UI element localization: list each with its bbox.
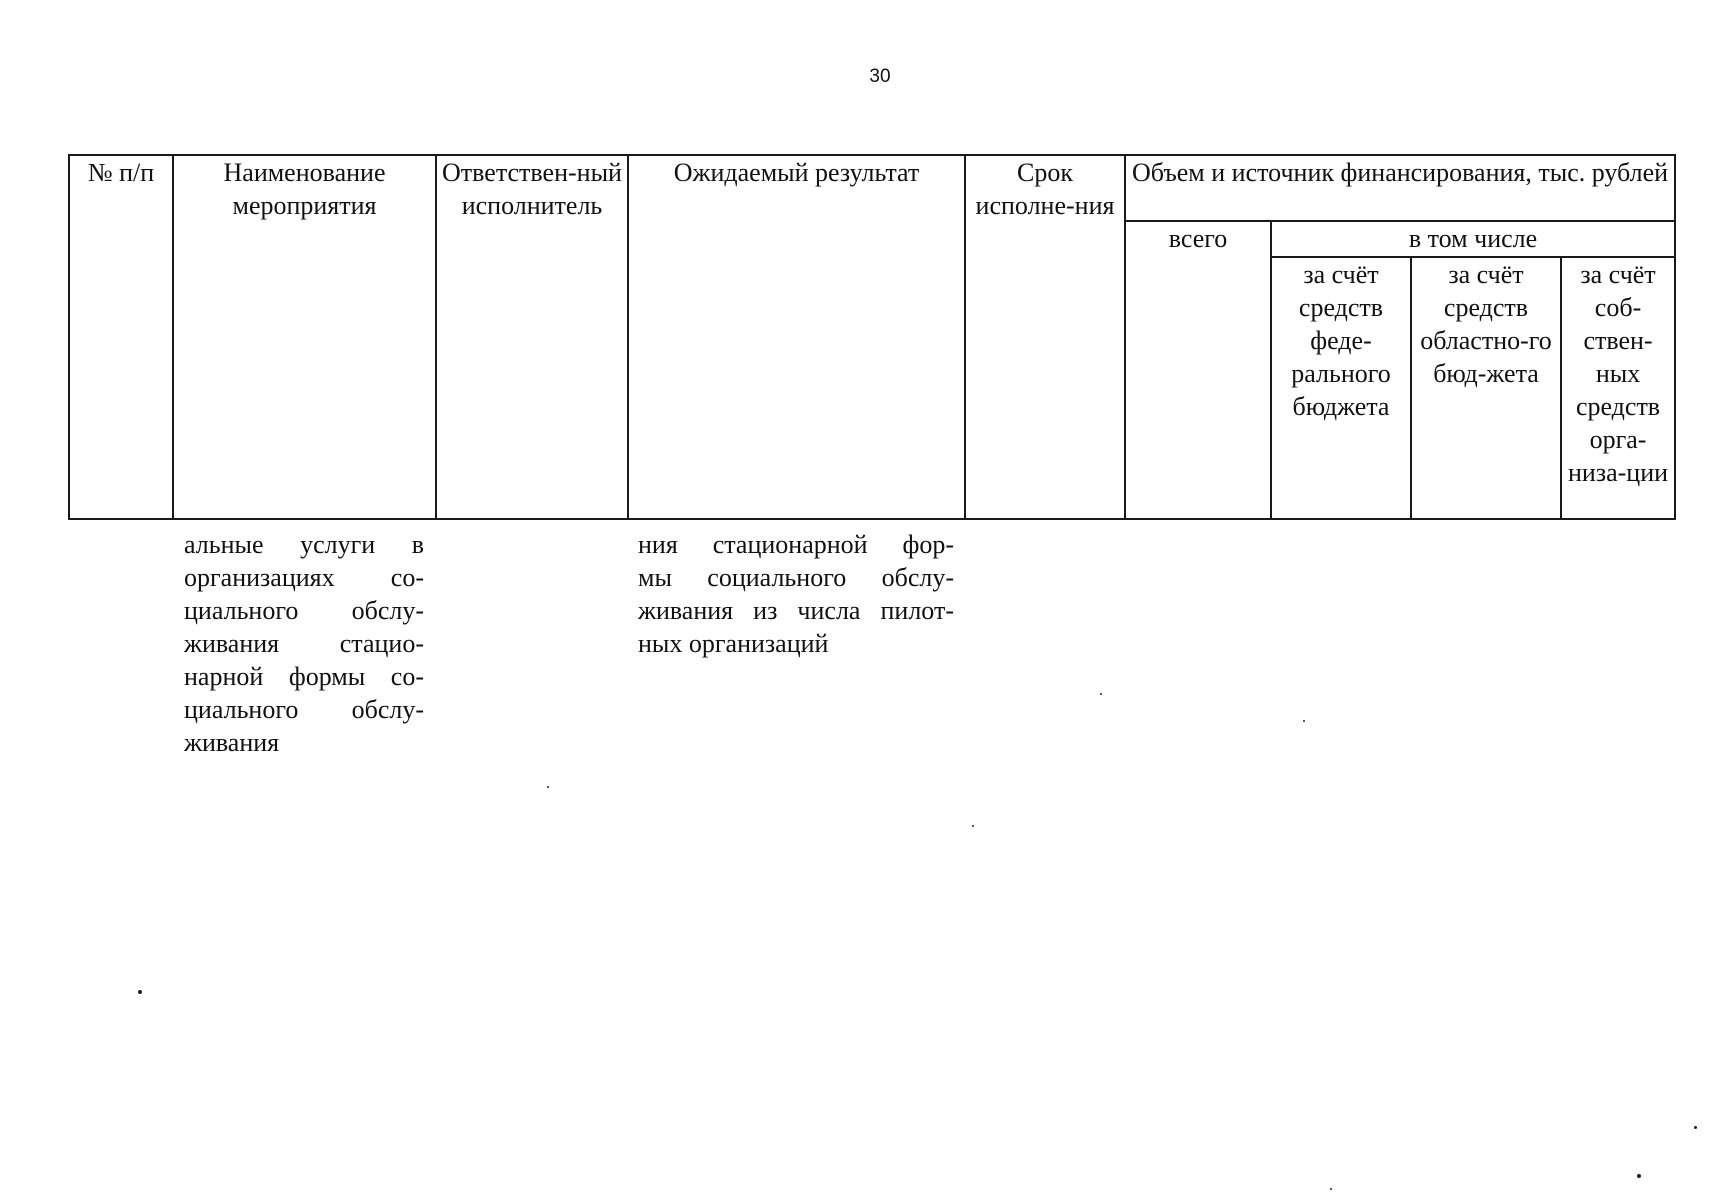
name-line: циального обслу- (184, 695, 424, 724)
header-responsible: Ответствен-ный исполнитель (436, 155, 628, 519)
header-total: всего (1125, 221, 1271, 519)
header-including: в том числе (1271, 221, 1675, 257)
header-own: за счёт соб-ствен-ных средств орга-низа-ции (1561, 257, 1675, 519)
page-number: 30 (869, 66, 891, 87)
header-num: № п/п (69, 155, 173, 519)
scan-speck (1694, 1126, 1697, 1129)
continuation-result (638, 528, 954, 660)
name-line: альные услуги в (184, 530, 424, 559)
continuation-name (184, 528, 424, 759)
scan-speck (138, 990, 142, 994)
scan-speck (1303, 720, 1305, 722)
result-line: ных организаций (638, 629, 829, 658)
name-line: живания стацио- (184, 629, 424, 658)
scan-speck (1100, 693, 1102, 695)
header-funding: Объем и источник финансирования, тыс. рублей (1125, 155, 1675, 221)
header-name: Наименование мероприятия (173, 155, 436, 519)
name-line: нарной формы со- (184, 662, 424, 691)
result-line: мы социального обслу- (638, 563, 954, 592)
name-line: живания (184, 728, 280, 757)
activities-table (68, 154, 1676, 520)
header-result: Ожидаемый результат (628, 155, 965, 519)
name-line: организациях со- (184, 563, 424, 592)
header-regional: за счёт средств областно-го бюд-жета (1411, 257, 1561, 519)
scan-speck (1330, 1188, 1332, 1190)
header-term: Срок исполне-ния (965, 155, 1125, 519)
header-federal: за счёт средств феде-рального бюджета (1271, 257, 1411, 519)
scan-speck (1637, 1174, 1641, 1178)
name-line: циального обслу- (184, 596, 424, 625)
scan-speck (547, 786, 549, 788)
result-line: ния стационарной фор- (638, 530, 954, 559)
result-line: живания из числа пилот- (638, 596, 954, 625)
scan-speck (972, 825, 974, 827)
